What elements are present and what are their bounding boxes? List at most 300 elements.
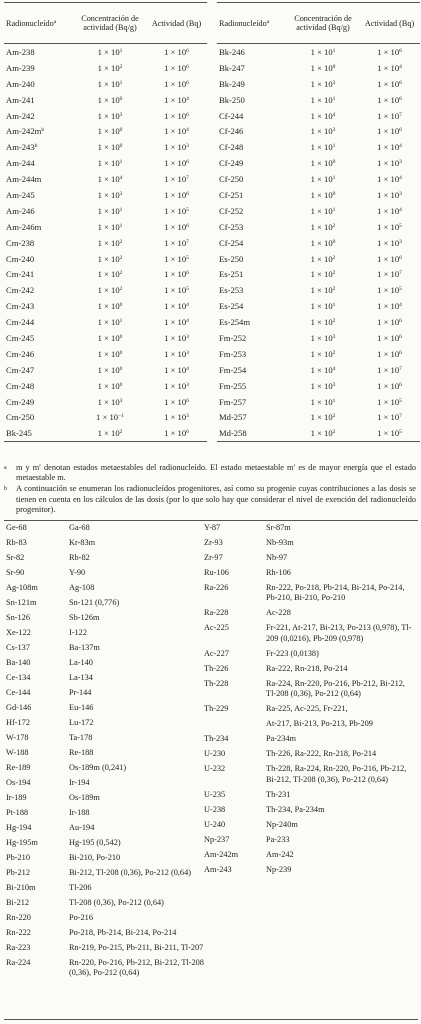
parent-nuclide: Ir-189	[6, 793, 27, 802]
nuclide-name: Am-244	[6, 158, 35, 169]
concentration-cell	[287, 425, 359, 441]
progeny-list: Re-188	[69, 748, 94, 757]
concentration-cell	[287, 203, 359, 219]
footnote-b	[4, 484, 416, 515]
activity-base: 1 × 10	[164, 332, 187, 343]
concentration-base: 1 × 10	[97, 126, 120, 137]
progeny-list: Th-231	[266, 789, 291, 799]
activity-exponent: 3	[186, 143, 189, 150]
nuclide-cell	[4, 92, 74, 108]
concentration-base: 1 × 10	[310, 428, 333, 439]
nuclide-name: Am-241	[6, 94, 35, 105]
nuclide-name: Es-254	[219, 301, 244, 312]
concentration-cell	[74, 235, 146, 251]
progeny-list: Th-228, Ra-224, Rn-220, Po-216, Pb-212, Bi-212, Tl-208 (0,36), Po-212 (0,64)	[266, 764, 407, 784]
progeny-row	[204, 850, 414, 860]
activity-exponent: 3	[186, 381, 189, 388]
concentration-exponent: 1	[119, 318, 123, 325]
table-row	[4, 282, 207, 298]
concentration-base: 1 × 10	[97, 348, 120, 359]
progeny-list: Ir-188	[69, 808, 90, 817]
concentration-base: 1 × 10	[310, 301, 333, 312]
activity-exponent: 4	[186, 127, 189, 134]
concentration-exponent: 1	[332, 175, 336, 182]
concentration-base: 1 × 10	[97, 285, 120, 296]
parent-nuclide: Ge-68	[6, 523, 27, 532]
concentration-exponent: 0	[332, 159, 336, 166]
nuclide-name: Bk-245	[6, 428, 32, 439]
table-row	[4, 203, 207, 219]
table-row	[217, 155, 420, 171]
concentration-cell	[287, 314, 359, 330]
header-nuclide-text: Radionucleído	[219, 18, 267, 28]
activity-exponent: 6	[399, 349, 402, 356]
table-row	[217, 187, 420, 203]
concentration-base: 1 × 10	[310, 317, 333, 328]
concentration-base: 1 × 10	[97, 142, 120, 153]
table-row	[217, 394, 420, 410]
activity-cell	[146, 409, 207, 425]
progeny-list: Y-90	[69, 568, 86, 577]
parent-nuclide: Sn-126	[6, 613, 30, 622]
progeny-row	[6, 958, 204, 979]
concentration-base: 1 × 10	[310, 396, 333, 407]
concentration-exponent: 0	[119, 143, 123, 150]
activity-cell	[359, 44, 420, 60]
concentration-exponent: 4	[119, 175, 123, 182]
footnote-a	[4, 463, 416, 483]
progeny-list: I-122	[69, 628, 87, 637]
concentration-cell	[287, 330, 359, 346]
parent-nuclide: Hg-194	[6, 823, 32, 832]
progeny-list: Po-218, Pb-214, Bi-214, Po-214	[69, 928, 177, 937]
table-row	[4, 171, 207, 187]
concentration-base: 1 × 10	[97, 158, 120, 169]
concentration-exponent: 1	[332, 95, 336, 102]
progeny-list: Ag-108	[69, 583, 95, 592]
activity-base: 1 × 10	[377, 78, 400, 89]
nuclide-cell	[217, 92, 287, 108]
table-row	[4, 92, 207, 108]
progeny-list: Th-234, Pa-234m	[266, 804, 325, 814]
activity-base: 1 × 10	[377, 396, 400, 407]
progeny-row	[6, 868, 204, 878]
concentration-exponent: 0	[119, 127, 123, 134]
concentration-cell	[287, 171, 359, 187]
nuclide-name: Md-257	[219, 412, 247, 423]
nuclide-name: Bk-247	[219, 62, 245, 73]
progeny-list: Kr-83m	[69, 538, 96, 547]
parent-nuclide: Ru-106	[204, 568, 229, 577]
nuclide-name: Am-245	[6, 189, 35, 200]
progeny-row	[6, 778, 204, 788]
concentration-cell	[287, 378, 359, 394]
concentration-exponent: 3	[119, 397, 123, 404]
progeny-column-right	[204, 523, 414, 880]
concentration-exponent: 2	[332, 429, 336, 436]
nuclide-name: Cm-246	[6, 348, 35, 359]
nuclide-cell	[4, 187, 74, 203]
nuclide-cell	[217, 123, 287, 139]
concentration-base: 1 × 10	[97, 205, 120, 216]
nuclide-cell	[4, 409, 74, 425]
activity-cell	[146, 219, 207, 235]
table-row	[217, 266, 420, 282]
activity-exponent: 6	[186, 190, 189, 197]
table-row	[217, 409, 420, 425]
concentration-exponent: 2	[332, 286, 336, 293]
nuclide-name: Fm-253	[219, 348, 247, 359]
nuclide-name: Cf-244	[219, 110, 244, 121]
footnote-text: m y m′ denotan estados metaestables del radionucleído. El estado metaestable m′ es de mayor energía que el estado metaestable m.	[16, 463, 416, 483]
progeny-row	[204, 805, 414, 815]
progeny-list: Pr-144	[69, 688, 92, 697]
parent-nuclide: Rn-222	[6, 928, 31, 937]
concentration-base: 1 × 10	[310, 348, 333, 359]
concentration-base: 1 × 10	[96, 412, 119, 423]
activity-cell	[359, 187, 420, 203]
concentration-cell	[74, 425, 146, 441]
activity-base: 1 × 10	[164, 126, 187, 137]
activity-base: 1 × 10	[164, 46, 187, 57]
table-row	[217, 219, 420, 235]
nuclide-table-left	[4, 2, 207, 442]
progeny-list: La-134	[69, 673, 93, 682]
activity-exponent: 6	[399, 95, 402, 102]
table-row	[217, 362, 420, 378]
concentration-cell	[74, 251, 146, 267]
concentration-base: 1 × 10	[310, 158, 333, 169]
nuclide-name: Fm-254	[219, 364, 247, 375]
nuclide-name: Cf-252	[219, 205, 244, 216]
nuclide-name: Am-246m	[6, 221, 42, 232]
progeny-list: Th-226, Ra-222, Rn-218, Po-214	[266, 749, 377, 759]
activity-cell	[146, 44, 207, 60]
activity-cell	[359, 346, 420, 362]
parent-nuclide: Gd-146	[6, 703, 32, 712]
parent-nuclide: Xe-122	[6, 628, 31, 637]
table-row	[217, 203, 420, 219]
concentration-cell	[287, 394, 359, 410]
activity-base: 1 × 10	[164, 348, 187, 359]
progeny-row	[6, 568, 204, 578]
table-row	[4, 139, 207, 155]
nuclide-name: Cm-244	[6, 317, 35, 328]
nuclide-cell	[217, 409, 287, 425]
concentration-exponent: 1	[119, 159, 123, 166]
activity-cell	[359, 282, 420, 298]
progeny-row	[6, 598, 204, 608]
table-row	[4, 394, 207, 410]
header-nuclide	[217, 3, 287, 44]
activity-cell	[146, 139, 207, 155]
parent-nuclide: Pb-210	[6, 853, 30, 862]
concentration-exponent: 0	[119, 302, 123, 309]
nuclide-cell	[4, 298, 74, 314]
parent-nuclide: Cs-137	[6, 643, 30, 652]
concentration-cell	[287, 266, 359, 282]
table-row	[4, 60, 207, 76]
activity-base: 1 × 10	[164, 62, 187, 73]
parent-nuclide: Sr-82	[6, 553, 25, 562]
parent-nuclide: Ce-144	[6, 688, 31, 697]
parent-nuclide: Ba-140	[6, 658, 31, 667]
header-nuclide-sup: a	[53, 18, 57, 25]
nuclide-cell	[4, 139, 74, 155]
progeny-row	[204, 719, 414, 729]
table-row	[217, 235, 420, 251]
activity-base: 1 × 10	[164, 428, 187, 439]
nuclide-name: Cf-253	[219, 221, 244, 232]
nuclide-name: Am-239	[6, 62, 35, 73]
header-activity: Actividad (Bq)	[146, 3, 207, 44]
activity-base: 1 × 10	[377, 348, 400, 359]
concentration-base: 1 × 10	[310, 412, 333, 423]
activity-cell	[359, 394, 420, 410]
parent-nuclide: Bi-210m	[6, 883, 36, 892]
progeny-list: Rh-106	[266, 568, 291, 577]
nuclide-cell	[217, 44, 287, 60]
nuclide-name: Am-242	[6, 110, 35, 121]
activity-cell	[359, 203, 420, 219]
table-row	[4, 266, 207, 282]
table-row	[4, 314, 207, 330]
nuclide-cell	[217, 425, 287, 441]
progeny-row	[6, 928, 204, 938]
activity-exponent: 4	[399, 175, 402, 182]
nuclide-name: Cm-249	[6, 396, 35, 407]
concentration-base: 1 × 10	[310, 253, 333, 264]
activity-exponent: 6	[186, 397, 189, 404]
parent-nuclide: W-188	[6, 748, 29, 757]
nuclide-cell	[217, 171, 287, 187]
concentration-base: 1 × 10	[310, 62, 333, 73]
activity-cell	[146, 203, 207, 219]
table-row	[4, 251, 207, 267]
progeny-row	[204, 865, 414, 875]
exemption-levels-table	[4, 2, 417, 442]
nuclide-cell	[217, 298, 287, 314]
concentration-cell	[74, 346, 146, 362]
progeny-row	[204, 679, 414, 700]
nuclide-name: Cm-247	[6, 364, 35, 375]
table-row	[4, 298, 207, 314]
progeny-row	[6, 583, 204, 593]
activity-base: 1 × 10	[377, 237, 400, 248]
nuclide-cell	[217, 378, 287, 394]
nuclide-cell	[4, 314, 74, 330]
concentration-exponent: 2	[119, 270, 123, 277]
activity-exponent: 5	[186, 286, 189, 293]
concentration-exponent: 0	[332, 238, 336, 245]
progeny-row	[6, 838, 204, 848]
concentration-exponent: 0	[119, 349, 123, 356]
nuclide-cell	[4, 266, 74, 282]
table-row	[4, 76, 207, 92]
concentration-base: 1 × 10	[310, 237, 333, 248]
progeny-list: Rn-222, Po-218, Pb-214, Bi-214, Po-214, Pb-210, Bi-210, Po-210	[266, 583, 405, 603]
concentration-base: 1 × 10	[97, 78, 120, 89]
concentration-base: 1 × 10	[310, 380, 333, 391]
parent-nuclide: Ra-224	[6, 958, 31, 967]
concentration-base: 1 × 10	[97, 110, 120, 121]
parent-nuclide: Am-242m	[204, 849, 239, 859]
activity-cell	[359, 425, 420, 441]
nuclide-name: Am-246	[6, 205, 35, 216]
concentration-cell	[287, 282, 359, 298]
progeny-row	[204, 820, 414, 830]
progeny-row	[6, 673, 204, 683]
nuclide-cell	[217, 394, 287, 410]
table-row	[217, 298, 420, 314]
activity-exponent: 6	[186, 47, 189, 54]
concentration-exponent: 1	[119, 222, 123, 229]
nuclide-name: Fm-252	[219, 332, 247, 343]
concentration-cell	[287, 108, 359, 124]
activity-exponent: 7	[399, 365, 402, 372]
activity-base: 1 × 10	[164, 253, 187, 264]
progeny-list: Ba-137m	[69, 643, 100, 652]
activity-base: 1 × 10	[377, 174, 400, 185]
nuclide-cell	[4, 346, 74, 362]
parent-nuclide: Np-237	[204, 834, 230, 844]
table-row	[4, 235, 207, 251]
concentration-base: 1 × 10	[97, 253, 120, 264]
activity-cell	[359, 123, 420, 139]
activity-cell	[359, 219, 420, 235]
concentration-base: 1 × 10	[97, 269, 120, 280]
concentration-base: 1 × 10	[310, 205, 333, 216]
concentration-exponent: 1	[119, 206, 123, 213]
activity-cell	[146, 330, 207, 346]
nuclide-name: Md-258	[219, 428, 247, 439]
activity-cell	[359, 409, 420, 425]
table-row	[217, 425, 420, 441]
activity-base: 1 × 10	[164, 78, 187, 89]
activity-base: 1 × 10	[164, 396, 187, 407]
progeny-row	[6, 748, 204, 758]
activity-exponent: 6	[186, 111, 189, 118]
activity-exponent: 6	[186, 63, 189, 70]
activity-base: 1 × 10	[164, 317, 187, 328]
concentration-cell	[287, 155, 359, 171]
nuclide-name: Cm-243	[6, 301, 35, 312]
activity-base: 1 × 10	[377, 269, 400, 280]
table-row	[4, 330, 207, 346]
nuclide-cell	[4, 362, 74, 378]
activity-base: 1 × 10	[164, 380, 187, 391]
concentration-base: 1 × 10	[97, 221, 120, 232]
concentration-base: 1 × 10	[310, 221, 333, 232]
activity-base: 1 × 10	[377, 158, 400, 169]
activity-base: 1 × 10	[164, 285, 187, 296]
concentration-exponent: 0	[119, 365, 123, 372]
nuclide-cell	[4, 330, 74, 346]
concentration-base: 1 × 10	[97, 237, 120, 248]
activity-exponent: 6	[399, 79, 402, 86]
nuclide-name: Am-242m	[6, 126, 42, 137]
parent-nuclide: U-238	[204, 804, 226, 814]
table-row	[217, 282, 420, 298]
concentration-exponent: 3	[332, 79, 336, 86]
parent-nuclide: Am-243	[204, 864, 232, 874]
progeny-list: Sn-121 (0,776)	[69, 598, 120, 607]
activity-base: 1 × 10	[164, 110, 187, 121]
progeny-list: Ga-68	[69, 523, 90, 532]
progeny-row	[6, 688, 204, 698]
nuclide-name: Cf-248	[219, 142, 244, 153]
nuclide-sup: b	[41, 127, 45, 134]
activity-base: 1 × 10	[164, 205, 187, 216]
activity-base: 1 × 10	[164, 94, 187, 105]
concentration-exponent: 2	[332, 349, 336, 356]
activity-cell	[359, 108, 420, 124]
table-row	[4, 155, 207, 171]
progeny-row	[6, 658, 204, 668]
progeny-row	[204, 583, 414, 604]
progeny-list: Sr-87m	[266, 523, 291, 532]
activity-exponent: 7	[399, 270, 402, 277]
concentration-base: 1 × 10	[97, 94, 120, 105]
header-nuclide	[4, 3, 74, 44]
activity-cell	[359, 378, 420, 394]
activity-cell	[146, 425, 207, 441]
activity-cell	[359, 314, 420, 330]
activity-exponent: 3	[186, 413, 189, 420]
progeny-row	[204, 749, 414, 759]
header-concentration: Concentración de actividad (Bq/g)	[74, 3, 146, 44]
nuclide-cell	[217, 60, 287, 76]
progeny-list: Po-216	[69, 913, 93, 922]
nuclide-cell	[4, 425, 74, 441]
nuclide-cell	[217, 155, 287, 171]
concentration-base: 1 × 10	[97, 189, 120, 200]
footnote-text: A continuación se enumeran los radionucleídos progenitores, así como su progenie cuyas contribuciones a las dosis se tienen en cuenta en los cálculos de las dosis (por lo que solo hay que considerar el nivel de exención del radionucleído progenitor).	[16, 484, 416, 514]
progeny-list: Bi-210, Po-210	[69, 853, 121, 862]
activity-exponent: 5	[399, 286, 402, 293]
activity-cell	[146, 298, 207, 314]
parent-nuclide: Rb-83	[6, 538, 27, 547]
concentration-cell	[74, 139, 146, 155]
nuclide-name: Fm-257	[219, 396, 247, 407]
activity-cell	[146, 108, 207, 124]
progeny-list: Ta-178	[69, 733, 93, 742]
nuclide-name: Bk-249	[219, 78, 245, 89]
nuclide-name: Bk-246	[219, 46, 245, 57]
concentration-cell	[74, 409, 146, 425]
concentration-exponent: 2	[332, 270, 336, 277]
activity-base: 1 × 10	[377, 205, 400, 216]
activity-base: 1 × 10	[164, 189, 187, 200]
activity-exponent: 6	[186, 429, 189, 436]
nuclide-sup: b	[34, 143, 38, 150]
activity-exponent: 6	[399, 127, 402, 134]
progeny-list: Au-194	[69, 823, 95, 832]
header-concentration: Concentración de actividad (Bq/g)	[287, 3, 359, 44]
activity-cell	[146, 155, 207, 171]
parent-nuclide: Ce-134	[6, 673, 31, 682]
progeny-list: Tl-208 (0,36), Po-212 (0,64)	[69, 898, 164, 907]
concentration-base: 1 × 10	[97, 396, 120, 407]
activity-cell	[359, 139, 420, 155]
parent-nuclide: U-232	[204, 764, 226, 774]
concentration-base: 1 × 10	[310, 110, 333, 121]
progeny-row	[6, 643, 204, 653]
nuclide-name: Am-240	[6, 78, 35, 89]
progeny-list: Tl-206	[69, 883, 92, 892]
progeny-row	[6, 703, 204, 713]
activity-cell	[146, 187, 207, 203]
